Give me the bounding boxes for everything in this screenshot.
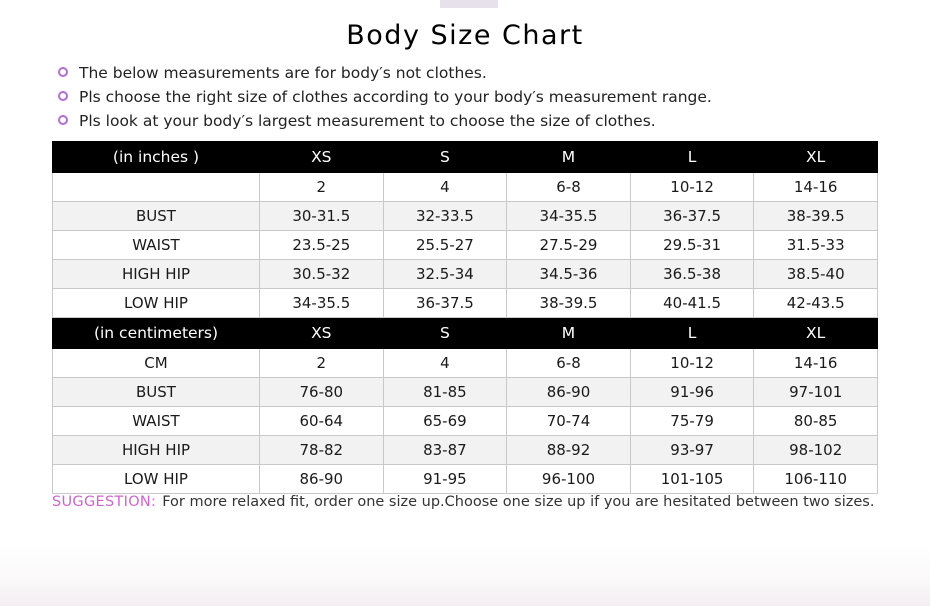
cell-value: 93-97	[630, 436, 754, 465]
cell-value: 36-37.5	[630, 202, 754, 231]
table-row	[53, 289, 878, 318]
cell-value: 76-80	[260, 378, 384, 407]
suggestion-text: For more relaxed fit, order one size up.Choose one size up if you are hesitated between two sizes.	[162, 494, 875, 510]
row-label: WAIST	[53, 231, 260, 260]
cell-value: 2	[260, 173, 384, 202]
cell-value: 78-82	[260, 436, 384, 465]
cell-value: 6-8	[507, 173, 631, 202]
inches-header-label: (in inches )	[53, 142, 260, 173]
cm-header-m: M	[507, 318, 631, 349]
row-label: BUST	[53, 202, 260, 231]
top-strip	[0, 0, 930, 8]
cell-value: 75-79	[630, 407, 754, 436]
table-row	[53, 260, 878, 289]
cell-value: 38-39.5	[507, 289, 631, 318]
suggestion-line	[52, 494, 912, 510]
bullet-circle-icon	[58, 67, 68, 77]
cell-value: 34-35.5	[507, 202, 631, 231]
row-label	[53, 173, 260, 202]
cell-value: 36.5-38	[630, 260, 754, 289]
cell-value: 91-95	[383, 465, 507, 494]
cell-value: 42-43.5	[754, 289, 878, 318]
table-row	[53, 349, 878, 378]
note-text: Pls look at your body′s largest measurement to choose the size of clothes.	[79, 112, 656, 131]
cell-value: 96-100	[507, 465, 631, 494]
cell-value: 2	[260, 349, 384, 378]
bullet-circle-icon	[58, 91, 68, 101]
row-label: LOW HIP	[53, 465, 260, 494]
cm-header-xl: XL	[754, 318, 878, 349]
cm-header-l: L	[630, 318, 754, 349]
cell-value: 81-85	[383, 378, 507, 407]
row-label: BUST	[53, 378, 260, 407]
inches-header-l: L	[630, 142, 754, 173]
size-table	[52, 141, 878, 494]
row-label: HIGH HIP	[53, 436, 260, 465]
bottom-fade	[0, 546, 930, 606]
table-row	[53, 378, 878, 407]
cell-value: 65-69	[383, 407, 507, 436]
cell-value: 31.5-33	[754, 231, 878, 260]
inches-header-xs: XS	[260, 142, 384, 173]
cell-value: 30.5-32	[260, 260, 384, 289]
row-label: CM	[53, 349, 260, 378]
cell-value: 38-39.5	[754, 202, 878, 231]
cell-value: 83-87	[383, 436, 507, 465]
cell-value: 4	[383, 349, 507, 378]
cell-value: 91-96	[630, 378, 754, 407]
row-label: WAIST	[53, 407, 260, 436]
cell-value: 80-85	[754, 407, 878, 436]
table-row	[53, 202, 878, 231]
top-accent-block	[440, 0, 498, 8]
cell-value: 6-8	[507, 349, 631, 378]
cell-value: 34.5-36	[507, 260, 631, 289]
row-label: LOW HIP	[53, 289, 260, 318]
cell-value: 106-110	[754, 465, 878, 494]
cell-value: 36-37.5	[383, 289, 507, 318]
table-row	[53, 231, 878, 260]
cell-value: 34-35.5	[260, 289, 384, 318]
note-text: Pls choose the right size of clothes according to your body′s measurement range.	[79, 88, 712, 107]
cell-value: 32.5-34	[383, 260, 507, 289]
cell-value: 40-41.5	[630, 289, 754, 318]
cell-value: 70-74	[507, 407, 631, 436]
cm-header-s: S	[383, 318, 507, 349]
cell-value: 4	[383, 173, 507, 202]
cell-value: 25.5-27	[383, 231, 507, 260]
cell-value: 88-92	[507, 436, 631, 465]
chart-container	[52, 14, 878, 494]
cell-value: 14-16	[754, 173, 878, 202]
page-title: Body Size Chart	[346, 20, 584, 51]
bullet-circle-icon	[58, 115, 68, 125]
table-row	[53, 407, 878, 436]
cell-value: 30-31.5	[260, 202, 384, 231]
cell-value: 38.5-40	[754, 260, 878, 289]
cell-value: 10-12	[630, 349, 754, 378]
cell-value: 23.5-25	[260, 231, 384, 260]
suggestion-label: SUGGESTION:	[52, 494, 157, 510]
cell-value: 97-101	[754, 378, 878, 407]
table-row	[53, 173, 878, 202]
cell-value: 86-90	[507, 378, 631, 407]
inches-header-row	[53, 142, 878, 173]
note-item	[56, 85, 878, 109]
cell-value: 27.5-29	[507, 231, 631, 260]
note-text: The below measurements are for body′s not clothes.	[79, 64, 487, 82]
cell-value: 14-16	[754, 349, 878, 378]
inches-header-m: M	[507, 142, 631, 173]
cm-header-label: (in centimeters)	[53, 318, 260, 349]
cell-value: 60-64	[260, 407, 384, 436]
row-label: HIGH HIP	[53, 260, 260, 289]
cell-value: 29.5-31	[630, 231, 754, 260]
cm-header-xs: XS	[260, 318, 384, 349]
table-row	[53, 436, 878, 465]
cell-value: 101-105	[630, 465, 754, 494]
cm-header-row	[53, 318, 878, 349]
cell-value: 32-33.5	[383, 202, 507, 231]
table-row	[53, 465, 878, 494]
cell-value: 10-12	[630, 173, 754, 202]
note-item	[56, 61, 878, 85]
cell-value: 86-90	[260, 465, 384, 494]
inches-header-xl: XL	[754, 142, 878, 173]
note-item	[56, 109, 878, 133]
inches-header-s: S	[383, 142, 507, 173]
notes-list	[52, 61, 878, 141]
cell-value: 98-102	[754, 436, 878, 465]
